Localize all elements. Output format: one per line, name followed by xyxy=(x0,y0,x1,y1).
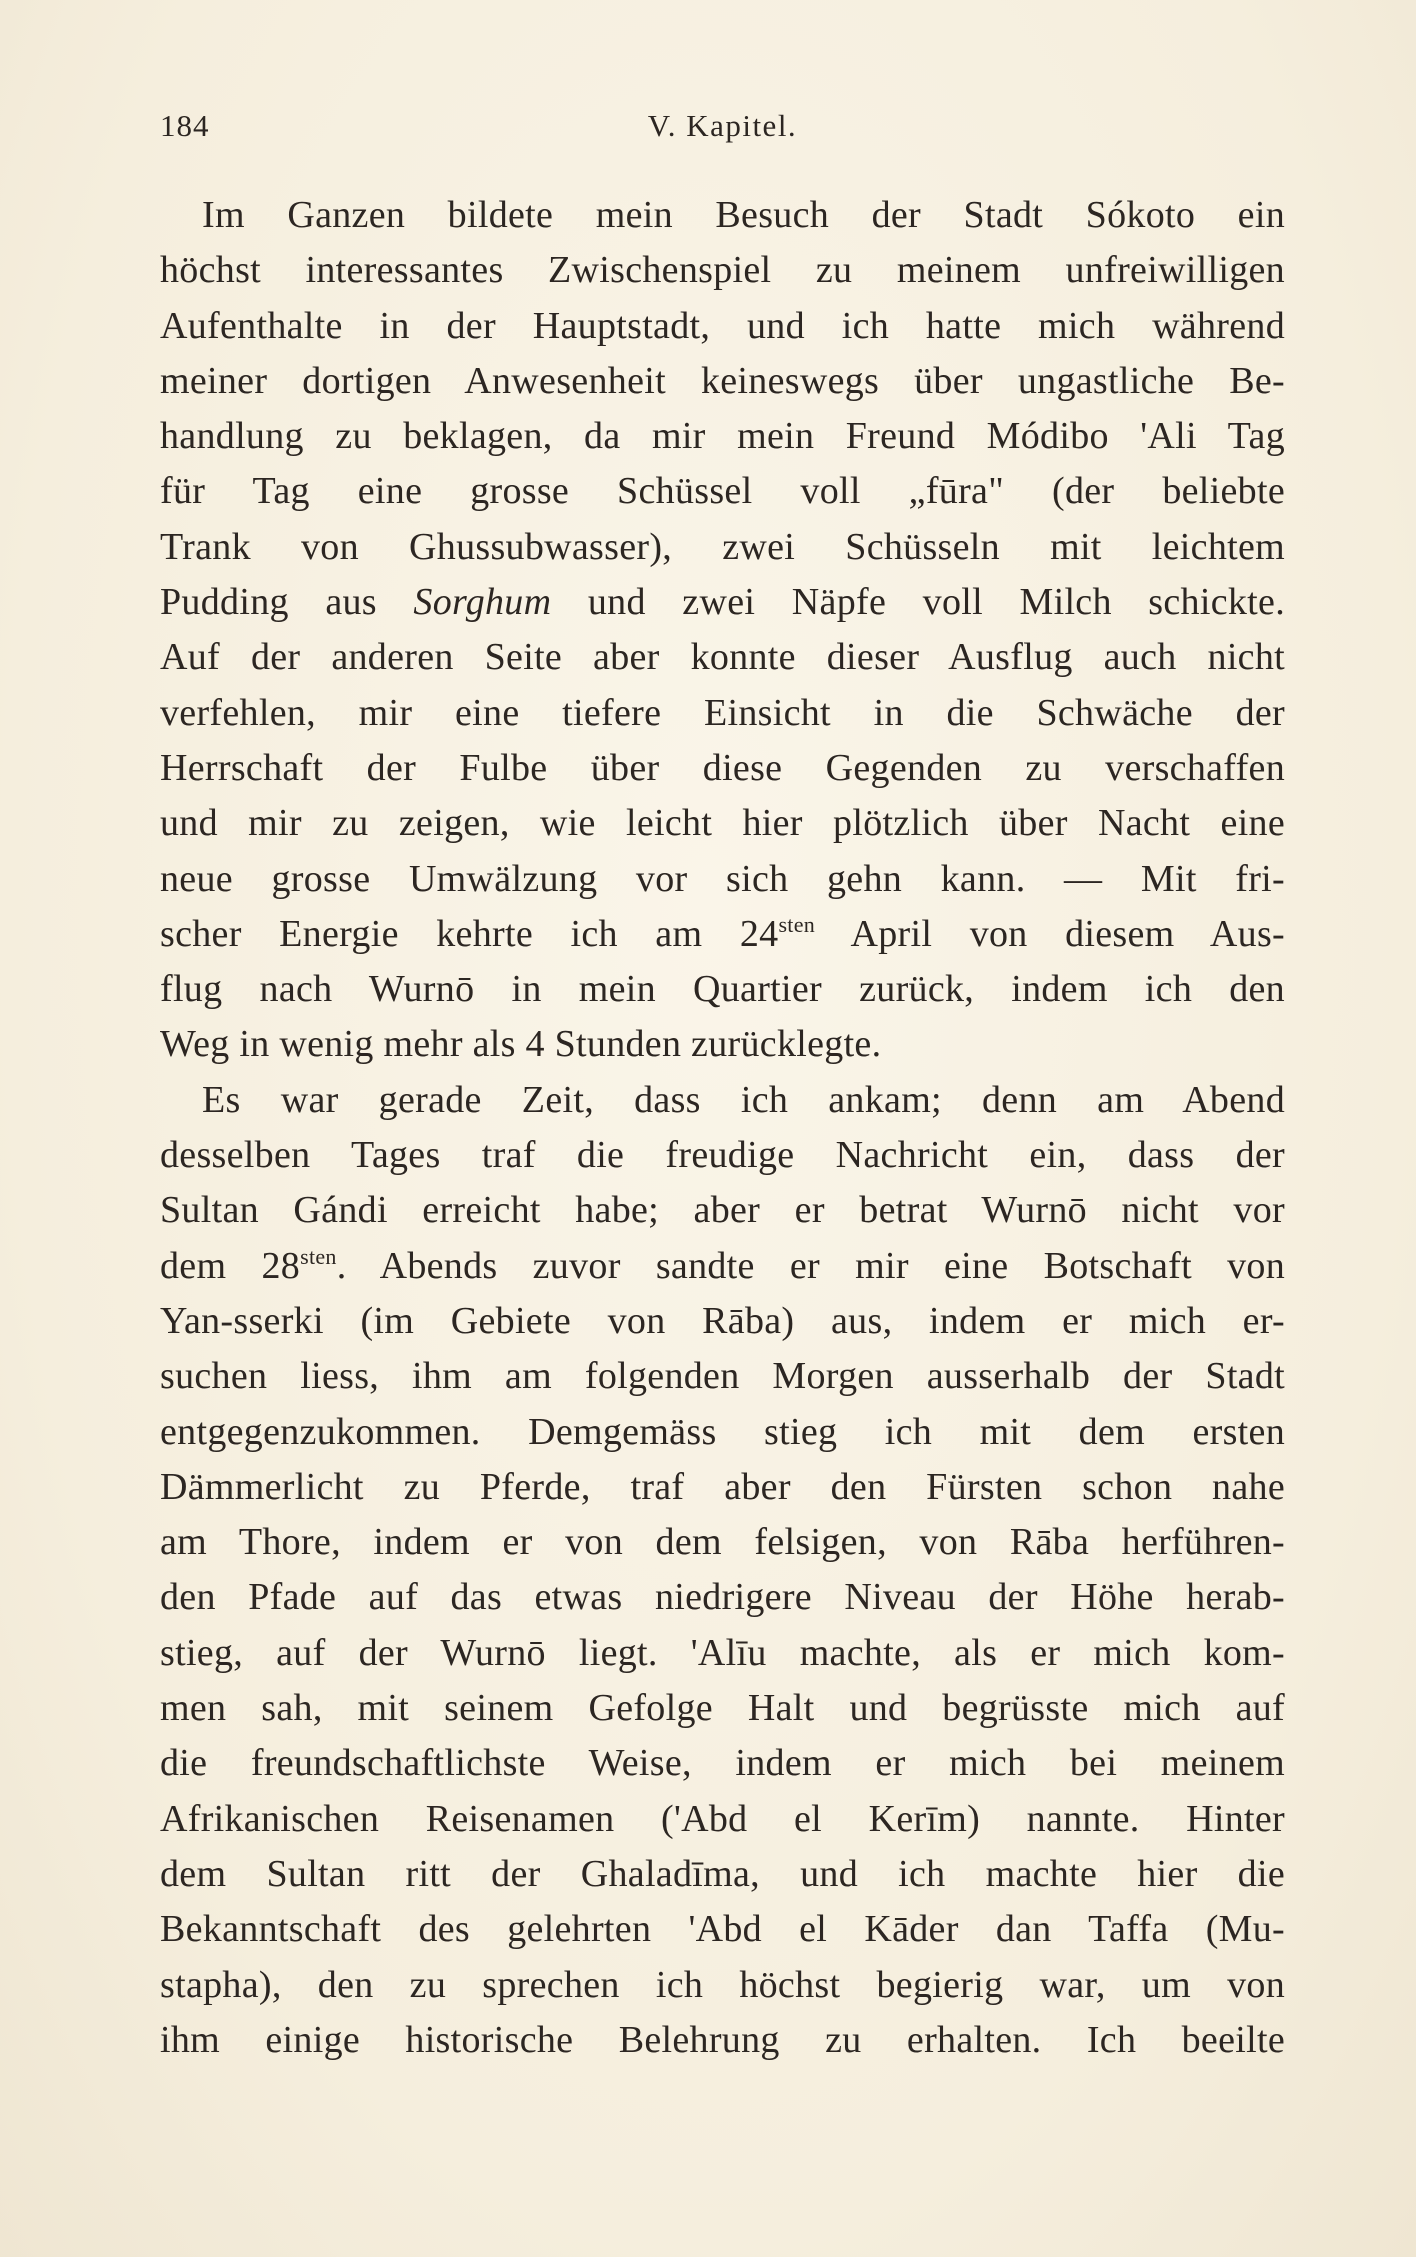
italic-term: Sorghum xyxy=(413,581,552,624)
text-line: am Thore, indem er von dem felsigen, von Rāba herführen- xyxy=(160,1521,1285,1564)
body-text xyxy=(160,188,1285,2068)
text-line: Aufenthalte in der Hauptstadt, und ich hatte mich während xyxy=(160,304,1285,347)
text-line: handlung zu beklagen, da mir mein Freund Módibo 'Ali Tag xyxy=(160,415,1285,458)
text-segment: scher Energie kehrte ich am 24 xyxy=(160,912,779,955)
text-line xyxy=(160,1239,1285,1294)
page-number: 184 xyxy=(160,108,210,143)
text-line: meiner dortigen Anwesenheit keineswegs über ungastliche Be- xyxy=(160,359,1285,402)
text-line: den Pfade auf das etwas niedrigere Niveau der Höhe herab- xyxy=(160,1576,1285,1619)
text-line: verfehlen, mir eine tiefere Einsicht in die Schwäche der xyxy=(160,691,1285,734)
text-line: men sah, mit seinem Gefolge Halt und begrüsste mich auf xyxy=(160,1687,1285,1730)
text-line xyxy=(160,907,1285,962)
text-line: Trank von Ghussubwasser), zwei Schüsseln mit leichtem xyxy=(160,525,1285,568)
text-line: die freundschaftlichste Weise, indem er mich bei meinem xyxy=(160,1742,1285,1785)
text-line: ihm einige historische Belehrung zu erhalten. Ich beeilte xyxy=(160,2018,1285,2061)
text-line: Weg in wenig mehr als 4 Stunden zurücklegte. xyxy=(160,1023,882,1066)
text-line: desselben Tages traf die freudige Nachricht ein, dass der xyxy=(160,1134,1285,1177)
text-line: Im Ganzen bildete mein Besuch der Stadt Sókoto ein xyxy=(202,194,1285,236)
ordinal-superscript: sten xyxy=(300,1243,337,1269)
text-segment: und zwei Näpfe voll Milch schickte. xyxy=(551,581,1285,624)
text-line: Dämmerlicht zu Pferde, traf aber den Fürsten schon nahe xyxy=(160,1465,1285,1508)
text-line xyxy=(160,575,1285,630)
text-line: neue grosse Umwälzung vor sich gehn kann. — Mit fri- xyxy=(160,857,1285,900)
text-segment: April von diesem Aus- xyxy=(815,912,1285,955)
text-line: entgegenzukommen. Demgemäss stieg ich mit dem ersten xyxy=(160,1410,1285,1453)
text-line: und mir zu zeigen, wie leicht hier plötzlich über Nacht eine xyxy=(160,802,1285,845)
text-line: stapha), den zu sprechen ich höchst begierig war, um von xyxy=(160,1963,1285,2006)
text-line: Afrikanischen Reisenamen ('Abd el Kerīm) nannte. Hinter xyxy=(160,1797,1285,1840)
text-line: Herrschaft der Fulbe über diese Gegenden zu verschaffen xyxy=(160,746,1285,789)
text-line: Yan-sserki (im Gebiete von Rāba) aus, indem er mich er- xyxy=(160,1299,1285,1342)
text-line: für Tag eine grosse Schüssel voll „fūra" (der beliebte xyxy=(160,470,1285,513)
text-line: flug nach Wurnō in mein Quartier zurück, indem ich den xyxy=(160,968,1285,1011)
text-line: Sultan Gándi erreicht habe; aber er betrat Wurnō nicht vor xyxy=(160,1189,1285,1232)
text-segment: dem 28 xyxy=(160,1244,301,1287)
text-segment: Pudding aus xyxy=(160,581,414,624)
text-line: Auf der anderen Seite aber konnte dieser Ausflug auch nicht xyxy=(160,636,1285,679)
text-line: Es war gerade Zeit, dass ich ankam; denn am Abend xyxy=(202,1078,1285,1121)
text-line: Bekanntschaft des gelehrten 'Abd el Kāder dan Taffa (Mu- xyxy=(160,1908,1285,1951)
ordinal-superscript: sten xyxy=(778,911,816,937)
text-line: höchst interessantes Zwischenspiel zu meinem unfreiwilligen xyxy=(160,249,1285,292)
chapter-title: V. Kapitel. xyxy=(647,108,798,143)
text-line: stieg, auf der Wurnō liegt. 'Alīu machte, als er mich kom- xyxy=(160,1631,1285,1674)
text-segment: . Abends zuvor sandte er mir eine Botschaft von xyxy=(336,1244,1285,1287)
text-line: dem Sultan ritt der Ghaladīma, und ich machte hier die xyxy=(160,1852,1285,1895)
text-line: suchen liess, ihm am folgenden Morgen ausserhalb der Stadt xyxy=(160,1355,1285,1398)
running-head xyxy=(160,108,1285,148)
